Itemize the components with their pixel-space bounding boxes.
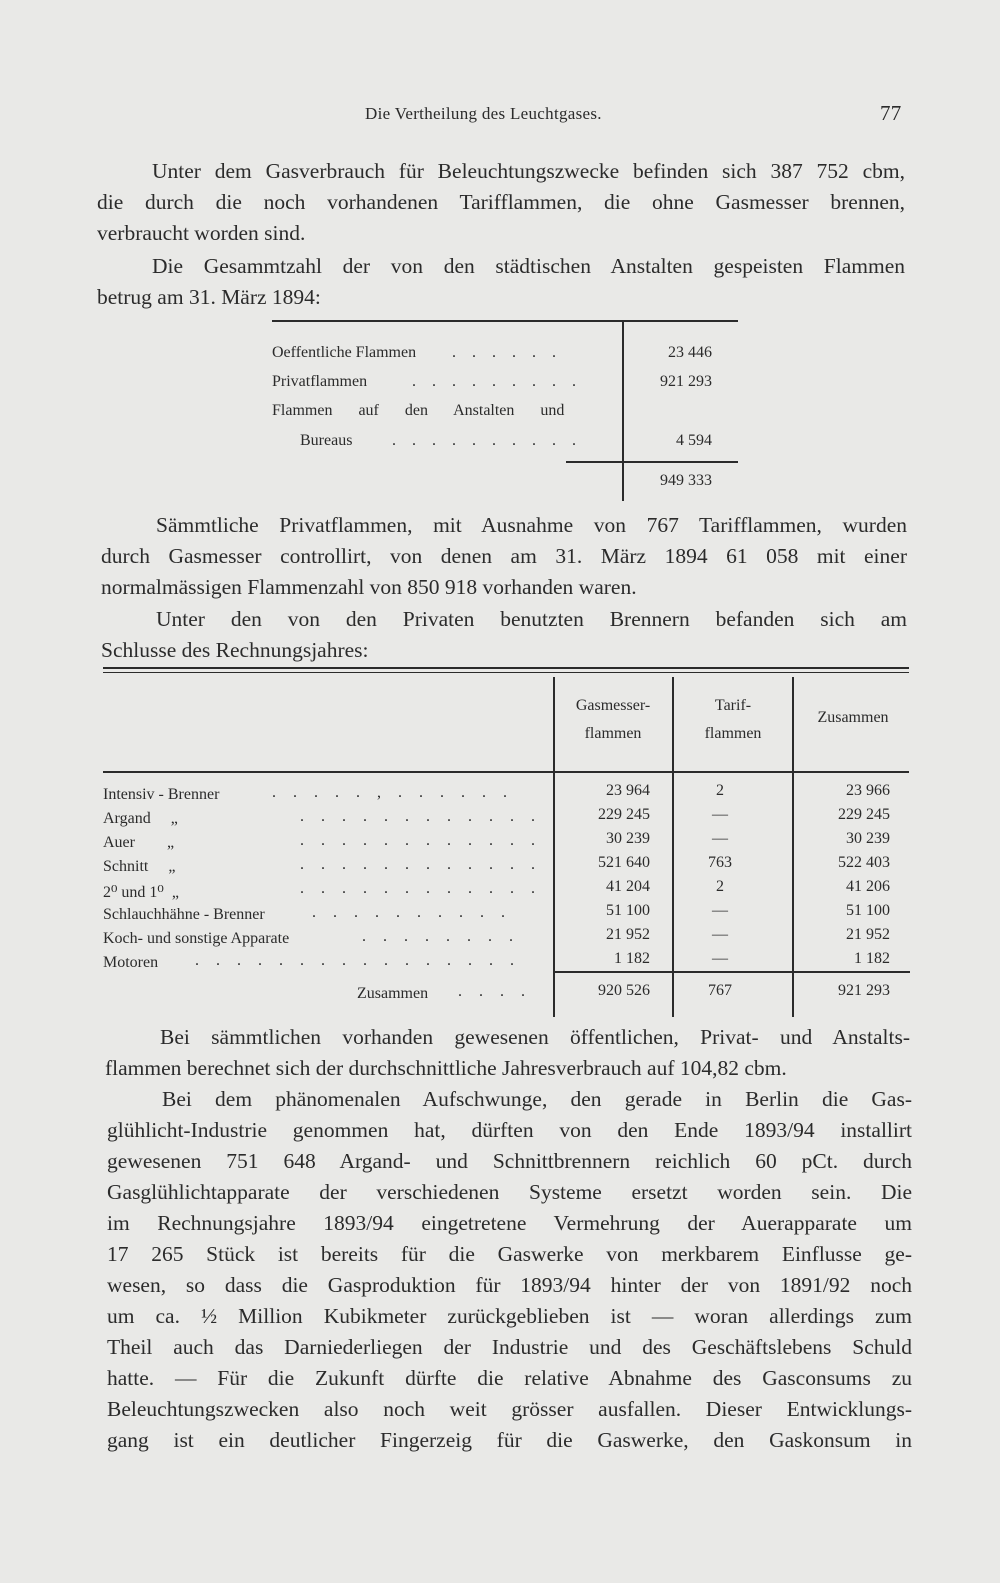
row-label: Argand „ xyxy=(103,810,178,827)
cell-tarif: 2 xyxy=(716,782,724,799)
paragraph-burners-intro xyxy=(101,604,907,666)
leader-dots: . . . . . . . . . . . . xyxy=(300,808,542,825)
row-label: Intensiv - Brenner xyxy=(103,786,220,803)
text-line: Sämmtliche Privatflammen, mit Ausnahme von 767 Tarifflammen, wurden xyxy=(156,513,907,537)
paragraph-gas-consumption xyxy=(97,156,905,249)
sum-label: Zusammen xyxy=(357,985,429,1002)
cell-total: 522 403 xyxy=(838,854,890,871)
paragraph-average-consumption xyxy=(105,1022,910,1084)
row-value: 4 594 xyxy=(676,432,712,449)
sum-total: 921 293 xyxy=(838,982,890,999)
row-value: 23 446 xyxy=(668,344,712,361)
text-line: durch Gasmesser controllirt, von denen am 31. März 1894 61 058 mit einer xyxy=(101,544,907,568)
cell-gasmesser: 23 964 xyxy=(606,782,650,799)
row-label: Oeffentliche Flammen xyxy=(272,344,417,361)
leader-dots: . . . . . . . . xyxy=(362,928,520,945)
table-total: 949 333 xyxy=(660,472,712,489)
text-line: Beleuchtungszwecken also noch weit grösser ausfallen. Dieser Entwicklungs- xyxy=(107,1397,912,1421)
text-line: Schlusse des Rechnungsjahres: xyxy=(101,638,369,662)
text-line: betrug am 31. März 1894: xyxy=(97,285,321,309)
row-label: 2⁰ und 1⁰ „ xyxy=(103,884,179,901)
cell-tarif: — xyxy=(712,830,728,847)
leader-dots: . . . . . , . . . . . . xyxy=(272,784,514,801)
cell-gasmesser: 21 952 xyxy=(606,926,650,943)
text-line: Die Gesammtzahl der von den städtischen Anstalten gespeisten Flammen xyxy=(152,254,905,278)
paragraph-private-flames xyxy=(101,510,907,603)
column-header-gasmesser: Gasmesser- flammen xyxy=(575,697,651,742)
text-line: normalmässigen Flammenzahl von 850 918 vorhanden waren. xyxy=(101,575,637,599)
leader-dots: . . . . xyxy=(458,983,532,1000)
table-rule xyxy=(103,672,909,673)
text-line: Bei sämmtlichen vorhanden gewesenen öffentlichen, Privat- und Anstalts- xyxy=(160,1025,910,1049)
row-label: Flammen auf den Anstalten und xyxy=(272,402,565,419)
cell-tarif: 763 xyxy=(708,854,732,871)
table-row xyxy=(272,402,722,426)
text-line: hatte. — Für die Zukunft dürfte die relative Abnahme des Gasconsums zu xyxy=(107,1366,912,1390)
row-label: Motoren xyxy=(103,954,159,971)
cell-total: 1 182 xyxy=(854,950,890,967)
text-line: die durch die noch vorhandenen Tarifflammen, die ohne Gasmesser brennen, xyxy=(97,190,905,214)
text-line: verbraucht worden sind. xyxy=(97,221,306,245)
text-line: wesen, so dass die Gasproduktion für 1893/94 hinter der von 1891/92 noch xyxy=(107,1273,912,1297)
row-label: Schlauchhähne - Brenner xyxy=(103,906,265,923)
table-row xyxy=(272,432,722,456)
cell-tarif: — xyxy=(712,902,728,919)
cell-gasmesser: 41 204 xyxy=(606,878,650,895)
cell-tarif: — xyxy=(712,950,728,967)
sum-tarif: 767 xyxy=(708,982,732,999)
table-row xyxy=(272,344,722,368)
row-label: Bureaus xyxy=(300,432,353,449)
column-header-tarif: Tarif- flammen xyxy=(704,697,762,742)
cell-total: 41 206 xyxy=(846,878,890,895)
cell-tarif: — xyxy=(712,926,728,943)
sum-rule xyxy=(566,461,738,463)
leader-dots: . . . . . . . . . xyxy=(412,373,582,390)
row-label: Koch- und sonstige Apparate xyxy=(103,930,290,947)
cell-total: 229 245 xyxy=(838,806,890,823)
table-rule xyxy=(103,771,909,773)
row-label: Schnitt „ xyxy=(103,858,176,875)
leader-dots: . . . . . . . . . . . . xyxy=(300,880,542,897)
text-line: Theil auch das Darniederliegen der Industrie und des Geschäftslebens Schuld xyxy=(107,1335,912,1359)
table-row xyxy=(272,373,722,397)
row-label: Auer „ xyxy=(103,834,175,851)
leader-dots: . . . . . . . . . . . . xyxy=(300,856,542,873)
leader-dots: . . . . . . . . . . . . . . . . xyxy=(195,952,521,969)
cell-gasmesser: 51 100 xyxy=(606,902,650,919)
text-line: flammen berechnet sich der durchschnittliche Jahresverbrauch auf 104,82 cbm. xyxy=(105,1056,787,1080)
running-head xyxy=(0,101,1000,125)
text-line: gewesenen 751 648 Argand- und Schnittbrennern reichlich 60 pCt. durch xyxy=(107,1149,912,1173)
text-line: Unter dem Gasverbrauch für Beleuchtungszwecke befinden sich 387 752 cbm, xyxy=(152,159,905,183)
table-rule xyxy=(103,667,909,669)
leader-dots: . . . . . . . . . . . . xyxy=(300,832,542,849)
cell-total: 23 966 xyxy=(846,782,890,799)
row-value: 921 293 xyxy=(660,373,712,390)
table-column-rule xyxy=(792,677,794,1017)
cell-tarif: — xyxy=(712,806,728,823)
table-column-rule xyxy=(672,677,674,1017)
paragraph-gasgluehlicht xyxy=(107,1084,912,1456)
text-line: Gasglühlichtapparate der verschiedenen Systeme ersetzt worden sein. Die xyxy=(107,1180,912,1204)
sum-rule xyxy=(553,971,910,973)
text-line: glühlicht-Industrie genommen hat, dürften von den Ende 1893/94 installirt xyxy=(107,1118,912,1142)
paragraph-total-flames xyxy=(97,251,905,313)
text-line: Unter den von den Privaten benutzten Brennern befanden sich am xyxy=(156,607,907,631)
running-title: Die Vertheilung des Leuchtgases. xyxy=(365,104,602,123)
leader-dots: . . . . . . . . . . xyxy=(312,904,512,921)
row-label: Privatflammen xyxy=(272,373,368,390)
cell-total: 30 239 xyxy=(846,830,890,847)
cell-total: 51 100 xyxy=(846,902,890,919)
cell-total: 21 952 xyxy=(846,926,890,943)
sum-gasmesser: 920 526 xyxy=(598,982,650,999)
text-line: 17 265 Stück ist bereits für die Gaswerke von merkbarem Einflusse ge- xyxy=(107,1242,912,1266)
table-rule xyxy=(272,320,738,322)
leader-dots: . . . . . . xyxy=(452,344,562,361)
leader-dots: . . . . . . . . . . xyxy=(392,432,582,449)
text-line: gang ist ein deutlicher Fingerzeig für die Gaswerke, den Gaskonsum in xyxy=(107,1428,912,1452)
table-column-rule xyxy=(553,677,555,1017)
text-line: um ca. ½ Million Kubikmeter zurückgeblieben ist — woran allerdings zum xyxy=(107,1304,912,1328)
text-line: Bei dem phänomenalen Aufschwunge, den gerade in Berlin die Gas- xyxy=(162,1087,912,1111)
cell-gasmesser: 30 239 xyxy=(606,830,650,847)
column-header-zusammen: Zusammen xyxy=(817,709,889,726)
cell-gasmesser: 521 640 xyxy=(598,854,650,871)
text-line: im Rechnungsjahre 1893/94 eingetretene Vermehrung der Auerapparate um xyxy=(107,1211,912,1235)
page-number: 77 xyxy=(880,101,902,125)
table-total-row xyxy=(272,472,722,496)
cell-tarif: 2 xyxy=(716,878,724,895)
cell-gasmesser: 1 182 xyxy=(614,950,650,967)
cell-gasmesser: 229 245 xyxy=(598,806,650,823)
